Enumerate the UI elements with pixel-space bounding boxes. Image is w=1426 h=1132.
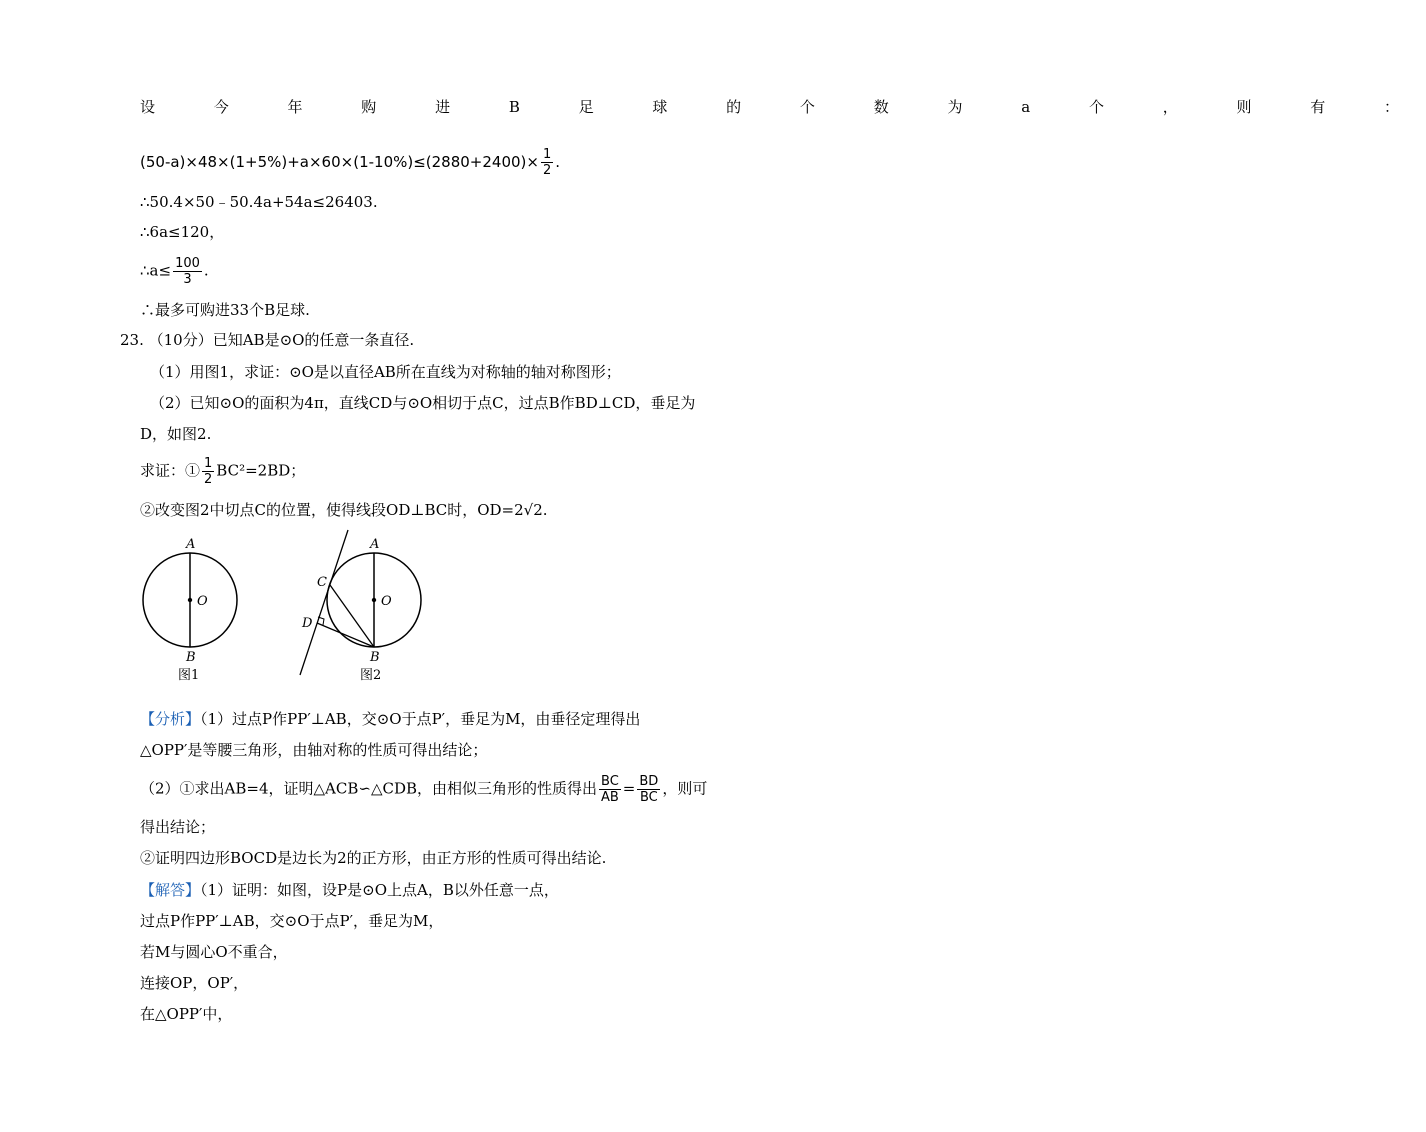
figure-1 <box>143 537 237 683</box>
analysis-line-1 <box>140 709 640 729</box>
analysis-line-4: 得出结论； <box>140 818 216 836</box>
step3-text: ∴a≤ <box>140 261 172 280</box>
question-23-title: 23. （10分）已知AB是⊙O的任意一条直径. <box>120 331 415 349</box>
solution-line-4: 连接OP，OP′， <box>140 974 249 992</box>
analysis-tag: 【分析】 <box>140 710 201 728</box>
fraction-100-3 <box>173 256 202 287</box>
fraction-half <box>202 456 214 487</box>
question-part-2: （2）已知⊙O的面积为4π，直线CD与⊙O相切于点C，过点B作BD⊥CD，垂足为 <box>150 394 696 412</box>
fraction-numerator: 1 <box>542 147 552 162</box>
proof-prefix: 求证：① <box>140 461 201 480</box>
line-step-1: ∴50.4×50﹣50.4a+54a≤26403. <box>140 193 378 211</box>
line-conclusion: ∴最多可购进33个B足球. <box>140 301 310 319</box>
center-point <box>372 598 376 602</box>
analysis-line-5: ②证明四边形BOCD是边长为2的正方形，由正方形的性质可得出结论. <box>140 849 607 867</box>
question-part-1: （1）用图1，求证：⊙O是以直径AB所在直线为对称轴的轴对称图形； <box>150 363 621 381</box>
fraction-denominator: 2 <box>542 163 552 178</box>
inequality-text: (50-a)×48×(1+5%)+a×60×(1-10%)≤(2880+2400)× <box>140 153 539 171</box>
analysis-text: （2）①求出AB=4，证明△ACB∽△CDB，由相似三角形的性质得出 <box>140 779 598 798</box>
solution-line-2: 过点P作PP′⊥AB，交⊙O于点P′，垂足为M， <box>140 912 444 930</box>
equals-sign: = <box>622 779 636 798</box>
line-inequality <box>140 147 560 178</box>
fraction-numerator: 100 <box>175 256 200 271</box>
line-step-2: ∴6a≤120， <box>140 223 225 241</box>
center-point <box>188 598 192 602</box>
solution-text: （1）证明：如图，设P是⊙O上点A，B以外任意一点， <box>200 881 559 899</box>
figure-1-caption: 图1 <box>178 668 200 683</box>
analysis-text-end: ，则可 <box>662 779 708 798</box>
fraction-denominator: AB <box>601 790 619 805</box>
solution-line-5: 在△OPP′中， <box>140 1005 233 1023</box>
fraction-bd-bc <box>637 774 660 805</box>
proof-item-1 <box>140 456 305 487</box>
fraction-numerator: 1 <box>204 456 213 471</box>
fraction-bc-ab <box>599 774 621 805</box>
analysis-line-3 <box>140 774 707 805</box>
fraction-denominator: BC <box>639 790 658 805</box>
label-b: B <box>186 650 196 665</box>
tangent-line-cd <box>300 530 348 675</box>
proof-item-2: ②改变图2中切点C的位置，使得线段OD⊥BC时，OD=2√2. <box>140 501 548 519</box>
fraction-half <box>541 147 553 178</box>
solution-line-1 <box>140 880 559 900</box>
step3-end: . <box>203 261 209 280</box>
solution-tag: 【解答】 <box>140 881 201 899</box>
fraction-denominator: 2 <box>204 472 213 487</box>
label-c: C <box>317 575 327 590</box>
label-b: B <box>370 650 380 665</box>
label-a: A <box>186 537 196 552</box>
analysis-line-2: △OPP′是等腰三角形，由轴对称的性质可得出结论； <box>140 741 488 759</box>
geometry-figures <box>130 535 430 685</box>
label-o: O <box>381 594 392 609</box>
inequality-end: . <box>555 153 561 171</box>
label-d: D <box>302 616 313 631</box>
fraction-numerator: BC <box>601 774 619 789</box>
analysis-text: （1）过点P作PP′⊥AB，交⊙O于点P′，垂足为M，由垂径定理得出 <box>200 710 641 728</box>
figure-2 <box>300 530 421 683</box>
label-a: A <box>370 537 380 552</box>
fraction-denominator: 3 <box>183 272 192 287</box>
line-setup: 设 今 年 购 进 B 足 球 的 个 数 为 a 个 ， 则 有 ： <box>140 98 1426 116</box>
line-step-3 <box>140 256 209 287</box>
fraction-numerator: BD <box>639 774 659 789</box>
solution-line-3: 若M与圆心O不重合， <box>140 943 288 961</box>
proof-statement: BC²=2BD； <box>216 461 306 480</box>
question-part-2-cont: D，如图2. <box>140 425 212 443</box>
figure-2-caption: 图2 <box>360 668 382 683</box>
label-o: O <box>197 594 208 609</box>
